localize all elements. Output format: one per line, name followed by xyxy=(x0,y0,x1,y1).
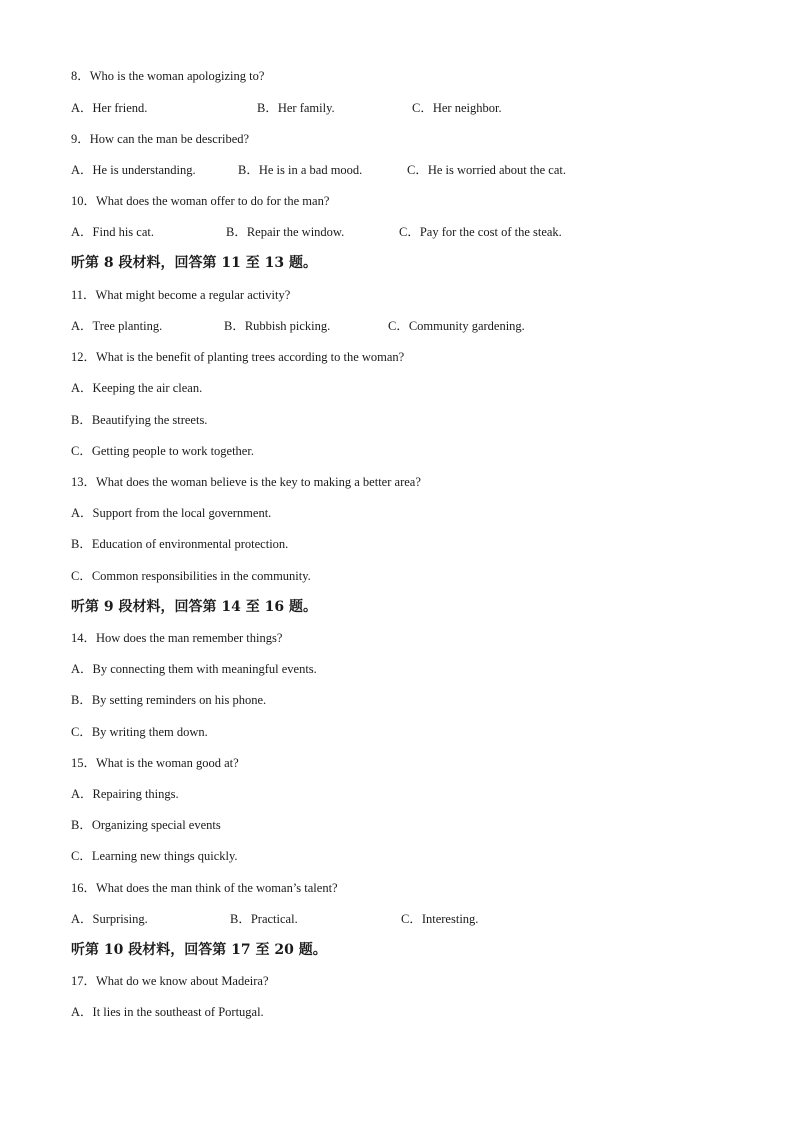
section-heading: 听第 8 段材料，回答第 11 至 13 题。 xyxy=(71,255,317,271)
answer-option: A．Her friend. xyxy=(71,101,148,115)
question-line: B．Beautifying the streets. xyxy=(71,413,208,427)
question-line: 9．How can the man be described? xyxy=(71,132,250,146)
question-line: C．Learning new things quickly. xyxy=(71,849,238,863)
question-line: C．Getting people to work together. xyxy=(71,444,254,458)
answer-option: C．Interesting. xyxy=(401,912,479,926)
answer-option: B．Repair the window. xyxy=(226,225,345,239)
question-line: 15．What is the woman good at? xyxy=(71,756,239,770)
question-line: 13．What does the woman believe is the key to making a better area? xyxy=(71,475,421,489)
question-line: 12．What is the benefit of planting trees according to the woman? xyxy=(71,350,405,364)
answer-option: B．Rubbish picking. xyxy=(224,319,331,333)
question-line: A．By connecting them with meaningful events. xyxy=(71,662,317,676)
question-line: 8．Who is the woman apologizing to? xyxy=(71,69,265,83)
question-line: B．Organizing special events xyxy=(71,818,221,832)
answer-option: A．He is understanding. xyxy=(71,163,196,177)
question-line: A．Repairing things. xyxy=(71,787,179,801)
answer-option: C．Pay for the cost of the steak. xyxy=(399,225,562,239)
answer-option: C．Community gardening. xyxy=(388,319,525,333)
question-line: A．It lies in the southeast of Portugal. xyxy=(71,1005,264,1019)
question-line: 10．What does the woman offer to do for the man? xyxy=(71,194,330,208)
answer-option: C．He is worried about the cat. xyxy=(407,163,566,177)
section-heading: 听第 10 段材料，回答第 17 至 20 题。 xyxy=(71,942,327,958)
answer-option: B．He is in a bad mood. xyxy=(238,163,363,177)
question-line: C．Common responsibilities in the community. xyxy=(71,569,311,583)
answer-option: B．Her family. xyxy=(257,101,335,115)
answer-option: A．Tree planting. xyxy=(71,319,163,333)
question-line: B．Education of environmental protection. xyxy=(71,537,289,551)
question-line: B．By setting reminders on his phone. xyxy=(71,693,267,707)
question-line: A．Support from the local government. xyxy=(71,506,272,520)
question-line: 17．What do we know about Madeira? xyxy=(71,974,269,988)
answer-option: C．Her neighbor. xyxy=(412,101,502,115)
question-line: C．By writing them down. xyxy=(71,725,208,739)
question-line: 16．What does the man think of the woman’s talent? xyxy=(71,881,338,895)
question-line: A．Keeping the air clean. xyxy=(71,381,203,395)
section-heading: 听第 9 段材料，回答第 14 至 16 题。 xyxy=(71,599,317,615)
answer-option: B．Practical. xyxy=(230,912,298,926)
answer-option: A．Surprising. xyxy=(71,912,148,926)
question-line: 11．What might become a regular activity? xyxy=(71,288,291,302)
answer-option: A．Find his cat. xyxy=(71,225,154,239)
question-line: 14．How does the man remember things? xyxy=(71,631,283,645)
